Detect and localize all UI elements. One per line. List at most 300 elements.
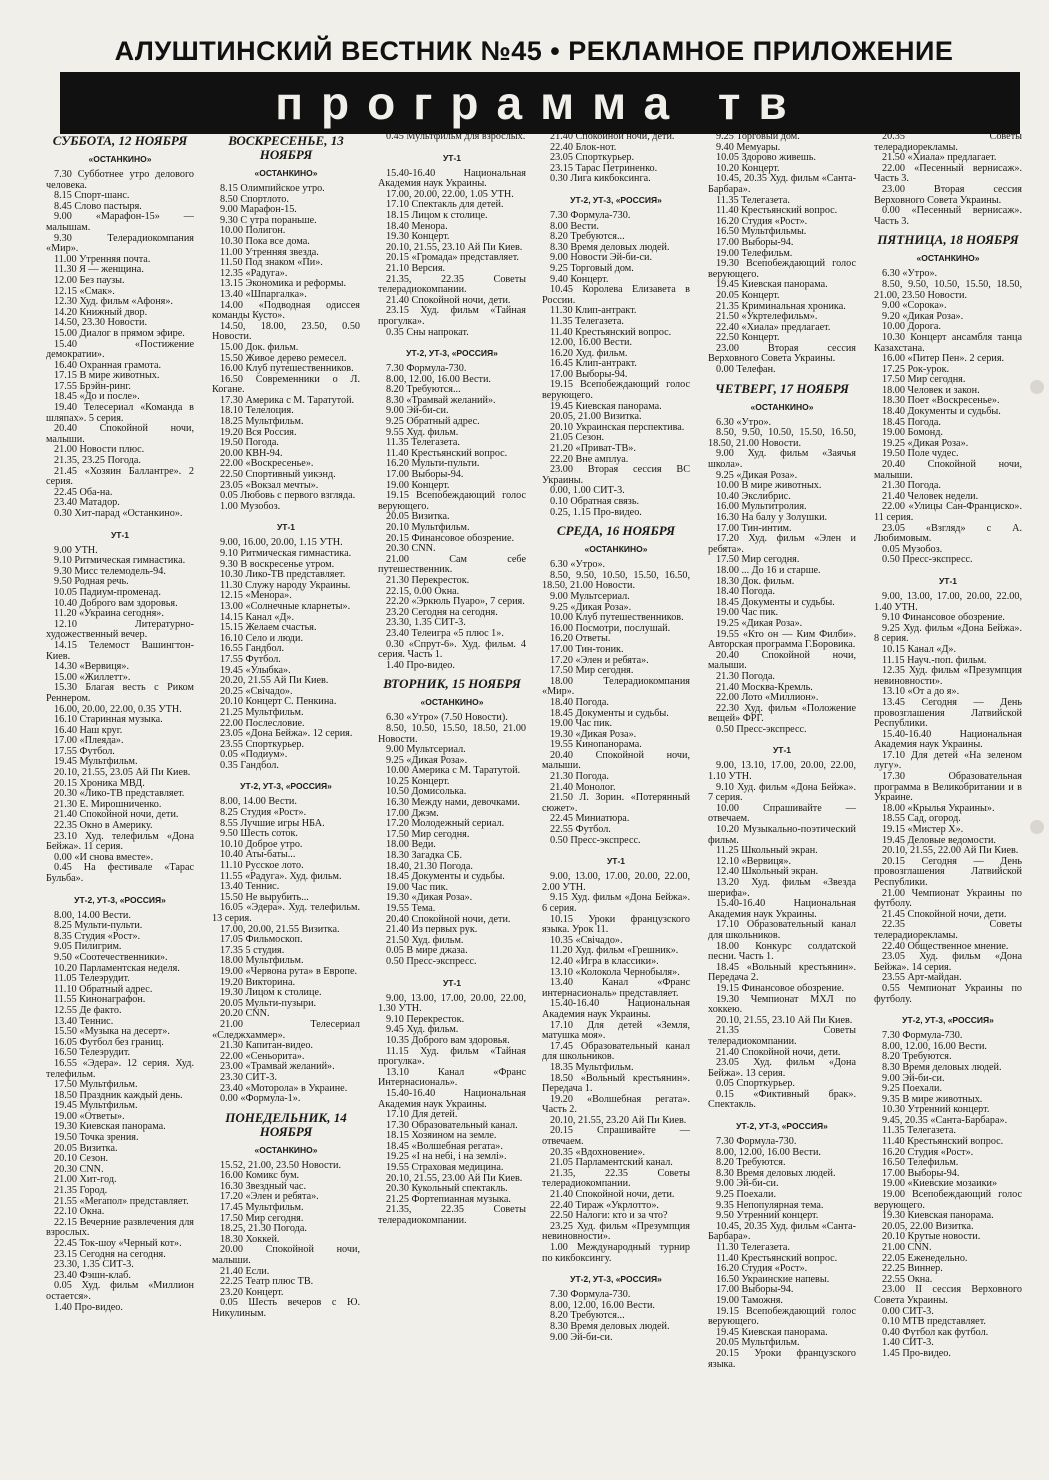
program-listing: 23.00 «Трамвай желаний».: [220, 1061, 335, 1073]
program-listing: 12.00, 16.00 Вести.: [550, 337, 633, 349]
block-spacer: [542, 1343, 690, 1347]
program-listing: 19.55 Страховая медицина.: [386, 1162, 504, 1174]
block-spacer: [542, 846, 690, 850]
program-listing: 23.25 Худ. фильм «Презумпция невиновности».: [542, 1220, 690, 1243]
program-listing: 8.25 Мульти-пульти.: [54, 920, 143, 932]
program-listing: 12.35 Худ. фильм «Презумпция невиновности».: [874, 665, 1022, 687]
program-listing: 22.55 Окна.: [882, 1273, 933, 1285]
program-listing: 18.40 Менора.: [386, 220, 448, 232]
program-listing: 22.00 Послесловие.: [220, 717, 305, 729]
program-listing: 15.40 «Постижение демократии».: [46, 338, 194, 361]
program-listing: 17.35 5 студия.: [220, 944, 285, 956]
program-listing: 22.00 «Сеньорита».: [220, 1050, 305, 1062]
program-listing: 7.30 Субботнее утро делового человека.: [46, 169, 194, 191]
program-listing: 23.55 Спорткурьер.: [220, 738, 305, 750]
program-listing: 19.00 Час пик.: [550, 718, 613, 730]
program-listing: 19.20 «Волшебная регата». Часть 2.: [542, 1093, 690, 1116]
program-listing: 18.45 Погода.: [882, 416, 941, 428]
block-spacer: [378, 1227, 526, 1231]
program-listing: 0.05 Спорткурьер.: [716, 1078, 795, 1090]
program-listing: 20.05 Визитка.: [386, 511, 450, 523]
program-listing: 19.45 Киевская панорама.: [550, 400, 662, 412]
program-listing: 8.15 Спорт-шанс.: [54, 190, 130, 202]
program-listing: 19.30 Киевская панорама.: [882, 1210, 994, 1222]
program-listing: 9.00 Эй-би-си.: [882, 1072, 945, 1084]
program-listing: 23.40 Телеигра «5 плюс 1».: [386, 627, 504, 639]
program-listing: 23.30, 1.35 СИТ-3.: [386, 617, 466, 629]
program-listing: 9.10 Перекресток.: [386, 1013, 465, 1025]
program-listing: 9.00 Новости Эй-би-си.: [550, 252, 653, 264]
program-listing: 9.00 Эй-би-си.: [550, 1331, 613, 1343]
program-listing: 11.40 Крестьянский вопрос.: [386, 447, 508, 459]
program-listing: 17.30 Образовательная программа в Великобритании и в Украине.: [874, 771, 1022, 804]
program-listing: 17.00, 20.00, 21.55 Визитка.: [220, 923, 340, 935]
program-listing: 9.00 «Сорока».: [882, 300, 947, 312]
program-listing: 18.30 Док. фильм.: [716, 575, 795, 587]
program-listing: 10.05 Падиум-променад.: [54, 586, 161, 598]
program-listing: 20.15 Уроки французского языка.: [708, 1347, 856, 1370]
program-listing: 17.50 Мир сегодня.: [386, 828, 470, 840]
program-listing: 9.55 Худ. фильм.: [386, 426, 459, 438]
program-listing: 10.15 Уроки французского языка. Урок 11.: [542, 913, 690, 936]
program-listing: 20.40 Спокойной ночи, малыши.: [46, 423, 194, 445]
program-listing: 9.00 Эй-би-си.: [716, 1178, 779, 1190]
program-listing: 9.00 Мультсериал.: [386, 744, 466, 756]
program-listing: 21.50 «Укртелефильм».: [716, 311, 818, 323]
program-listing: 22.00 «Воскресенье».: [220, 458, 314, 470]
program-listing: 22.10 Окна.: [54, 1206, 105, 1218]
program-listing: 8.50, 9.50, 10.50, 15.50, 18.50, 21.00, 23.50 Новости.: [874, 278, 1022, 301]
program-listing: 23.20 Концерт.: [220, 1286, 284, 1298]
program-listing: 9.10 Финансовое обозрение.: [882, 612, 1005, 624]
program-listing: 19.15 Всепобеждающий голос верующего.: [378, 490, 526, 512]
program-listing: 23.40 «Моторола» в Украине.: [220, 1082, 348, 1094]
program-listing: 0.50 Пресс-экспресс.: [716, 723, 807, 735]
program-listing: 17.10 Для детей «На зеленом лугу».: [874, 749, 1022, 772]
program-listing: 23.10 Худ. телефильм «Дона Бейжа». 11 серия.: [46, 830, 194, 853]
program-listing: 22.35 Советы телерадиорекламы.: [874, 919, 1022, 941]
channel-heading: УТ-2, УТ-3, «РОССИЯ»: [406, 348, 498, 359]
program-listing: 9.00, 13.10, 17.00, 20.00, 22.00, 1.10 УТН.: [708, 760, 856, 783]
program-listing: 10.30 Лико-ТВ представляет.: [220, 569, 346, 581]
program-listing: 23.15 Худ. фильм «Тайная прогулка».: [378, 305, 526, 327]
program-listing: 15.00 «Жиллетт».: [54, 671, 131, 683]
program-listing: 21.40 Спокойной ночи, дети.: [550, 1189, 675, 1201]
program-listing: 0.50 Пресс-экспресс.: [882, 554, 973, 566]
program-listing: 10.35 Доброго вам здоровья.: [386, 1034, 510, 1046]
program-listing: 20.10 Украинская перспектива.: [550, 421, 685, 433]
program-listing: 19.55 Тема.: [386, 903, 436, 914]
program-listing: 9.25 «Дикая Роза».: [550, 601, 632, 613]
program-listing: 23.30 СИТ-3.: [220, 1071, 277, 1083]
program-listing: 0.10 МТВ представляет.: [882, 1316, 986, 1328]
program-listing: 9.45 Худ. фильм.: [386, 1024, 459, 1036]
channel-heading: «ОСТАНКИНО»: [584, 544, 648, 555]
program-listing: 17.20 «Элен и ребята».: [220, 1191, 319, 1203]
program-listing: 19.25 «Дикая Роза».: [882, 437, 969, 449]
program-listing: 18.45 Документы и судьбы.: [716, 596, 835, 608]
program-listing: 9.00 «Марафон-15» — малышам.: [46, 211, 194, 233]
program-listing: 18.45 «Волшебная регата».: [386, 1140, 503, 1152]
program-listing: 17.00 Выборы-94.: [386, 469, 464, 481]
block-spacer: [212, 1105, 360, 1109]
program-listing: 9.25 Обратный адрес.: [386, 416, 480, 428]
program-listing: 9.20 «Дикая Роза».: [882, 310, 964, 322]
channel-heading: УТ-2, УТ-3, «РОССИЯ»: [240, 781, 332, 792]
program-listing: 17.50 Мультфильм.: [54, 1079, 138, 1091]
program-listing: 15.40-16.40 Национальная Академия наук Украины.: [378, 1087, 526, 1110]
program-listing: 8.00, 12.00, 16.00 Вести.: [716, 1146, 821, 1158]
program-listing: 8.50, 9.50, 10.50, 15.50, 16.50, 18.50, 21.00 Новости.: [542, 569, 690, 592]
program-listing: 11.40 Крестьянский вопрос.: [550, 326, 672, 338]
program-listing: 18.00 Конкурс солдатской песни. Часть 1.: [708, 940, 856, 963]
program-listing: 16.55 Гандбол.: [220, 643, 285, 655]
program-listing: 7.30 Формула-730.: [386, 363, 467, 375]
program-listing: 17.20 Молодежный сериал.: [386, 818, 505, 830]
channel-heading: УТ-1: [772, 745, 792, 756]
program-listing: 19.45 Киевская панорама.: [716, 279, 828, 291]
program-listing: 19.00 Таможня.: [716, 1294, 783, 1306]
program-listing: 11.00 Утренняя почта.: [54, 253, 151, 265]
channel-heading: УТ-1: [442, 977, 462, 988]
program-listing: 0.00 «Формула-1».: [220, 1093, 301, 1105]
program-listing: 22.40 Тираж «Укрлотто».: [550, 1199, 659, 1211]
schedule-column: [542, 132, 690, 1462]
program-listing: 19.00 «Червона рута» в Европе.: [220, 965, 358, 977]
program-listing: 11.10 Обратный адрес.: [54, 983, 153, 995]
program-listing: 7.30 Формула-730.: [716, 1136, 797, 1148]
program-listing: 12.35 «Радуга».: [220, 267, 288, 279]
program-listing: 0.30 Хит-парад «Останкино».: [54, 508, 183, 519]
program-listing: 20.35 «Вдохновение».: [550, 1146, 646, 1158]
program-listing: 22.35 Окно в Америку.: [54, 820, 153, 832]
program-listing: 17.55 Футбол.: [220, 653, 281, 665]
program-listing: 0.45 На фестивале «Тарас Бульба».: [46, 862, 194, 884]
program-listing: 1.00 Международный турнир по кикбоксингу.: [542, 1242, 690, 1264]
channel-heading: УТ-1: [276, 522, 296, 533]
program-listing: 9.30 Мисс телемодель-94.: [54, 565, 166, 577]
program-listing: 18.30 Загадка СБ.: [386, 850, 463, 862]
program-listing: 20.05 Мультфильм.: [716, 1337, 800, 1349]
program-listing: 10.15 Канал «Д».: [882, 643, 957, 655]
program-listing: 17.00 Выборы-94.: [550, 368, 628, 380]
program-listing: 16.00, 20.00, 22.00, 0.35 УТН.: [54, 703, 182, 715]
program-listing: 20.25 «Свічадо».: [220, 685, 293, 697]
program-listing: 12.55 Де факто.: [54, 1004, 122, 1016]
program-listing: 20.00 КВН-94.: [220, 447, 283, 459]
schedule-column: [708, 132, 856, 1462]
program-listing: 8.25 Студия «Рост».: [220, 807, 307, 819]
channel-heading: УТ-1: [606, 856, 626, 867]
program-listing: 9.10 Ритмическая гимнастика.: [220, 548, 352, 559]
program-listing: 17.00 Выборы-94.: [716, 236, 794, 248]
program-listing: 18.00 «Крылья Украины».: [882, 802, 995, 814]
program-listing: 12.30 Худ. фильм «Афоня».: [54, 296, 173, 308]
program-listing: 8.00, 12.00, 16.00 Вести.: [882, 1040, 987, 1052]
program-listing: 21.30 Перекресток.: [386, 574, 470, 586]
program-listing: 13.40 Теннис.: [220, 881, 280, 893]
program-listing: 21.30 Погода.: [716, 670, 775, 682]
program-listing: 22.00 Лото «Миллион».: [716, 692, 819, 704]
program-listing: 19.45 Мультфильм.: [54, 756, 138, 768]
channel-heading: УТ-2, УТ-3, «РОССИЯ»: [74, 894, 166, 905]
program-listing: 19.30 «Дикая Роза».: [386, 892, 473, 904]
program-listing: 18.50 «Вольный крестьянин». Передача 1.: [542, 1072, 690, 1095]
program-listing: 11.35 Телегазета.: [716, 194, 790, 206]
schedule-column: [378, 132, 526, 1462]
program-listing: 8.30 «Трамвай желаний».: [386, 394, 496, 406]
program-listing: 22.05 Еженедельно.: [882, 1252, 968, 1264]
program-listing: 0.30 «Спрут-6». Худ. фильм. 4 серия. Часть 1.: [378, 638, 526, 661]
program-listing: 17.10 Образовательный канал для школьников.: [708, 919, 856, 941]
program-listing: 18.15 Лицом к столице.: [386, 209, 488, 221]
program-listing: 21.45 Спокойной ночи, дети.: [882, 908, 1007, 920]
program-listing: 10.00 Америка с М. Таратутой.: [386, 765, 521, 777]
program-listing: 21.10 Версия.: [386, 262, 446, 274]
program-listing: 9.10 Ритмическая гимнастика.: [54, 555, 186, 567]
program-listing: 0.05 Любовь с первого взгляда.: [220, 490, 356, 502]
program-listing: 8.00 Вести.: [550, 220, 599, 232]
program-listing: 9.50 Шесть соток.: [220, 828, 298, 840]
program-listing: 17.00 «Плеяда».: [54, 735, 124, 747]
program-listing: 0.25, 1.15 Про-видео.: [550, 506, 642, 518]
program-listing: 8.00, 12.00, 16.00 Вести.: [386, 373, 491, 385]
block-spacer: [874, 566, 1022, 570]
program-listing: 21.00 Телесериал «Следжхаммер».: [212, 1018, 360, 1041]
program-listing: 11.30 Клип-антракт.: [550, 305, 637, 317]
program-listing: 23.40 Матадор.: [54, 497, 120, 509]
program-listing: 16.20 Студия «Рост».: [716, 1263, 808, 1275]
program-listing: 21.00 Хит-год.: [54, 1174, 117, 1186]
program-listing: 20.40 Спокойной ночи, малыши.: [874, 459, 1022, 481]
program-listing: 9.40 Концерт.: [550, 273, 609, 285]
program-listing: 13.20 Худ. фильм «Звезда шерифа».: [708, 877, 856, 899]
channel-heading: УТ-2, УТ-3, «РОССИЯ»: [570, 1274, 662, 1285]
program-listing: 17.05 Фильмоскоп.: [220, 934, 303, 946]
program-listing: 12.10 «Вервиця».: [716, 855, 792, 867]
channel-heading: УТ-1: [442, 152, 462, 163]
program-listing: 19.30 Всепобеждающий голос верующего.: [708, 258, 856, 280]
program-listing: 8.35 Студия «Рост».: [54, 930, 141, 942]
program-listing: 10.30 Пока все дома.: [220, 235, 310, 247]
program-listing: 20.40 Спокойной ночи, малыши.: [542, 749, 690, 772]
program-listing: 16.40 Охранная грамота.: [54, 359, 162, 371]
program-listing: 0.15 «Фиктивный брак». Спектакль.: [708, 1088, 856, 1111]
program-listing: 20.05 Визитка.: [54, 1142, 118, 1154]
program-listing: 0.05 «Подиум».: [220, 749, 288, 761]
program-listing: 10.50 Домисолька.: [386, 786, 467, 798]
program-listing: 8.30 Время деловых людей.: [550, 241, 670, 253]
program-listing: 20.40 Спокойной ночи, дети.: [386, 913, 511, 925]
program-listing: 12.15 «Менора».: [220, 590, 292, 602]
block-spacer: [708, 376, 856, 380]
program-listing: 21.50 Худ. фильм.: [386, 934, 464, 946]
program-listing: 18.25 Мультфильм.: [220, 416, 304, 428]
program-listing: 10.25 Концерт.: [386, 775, 450, 787]
program-listing: 17.55 Брэйн-ринг.: [54, 380, 131, 392]
program-listing: 15.40-16.40 Национальная Академия наук Украины.: [874, 728, 1022, 751]
program-listing: 11.30 Я — женщина.: [54, 264, 144, 276]
program-listing: 9.25 Торговый дом.: [550, 262, 634, 274]
program-listing: 9.25 «Дикая Роза».: [716, 469, 798, 481]
program-listing: 9.00 Марафон-15.: [220, 204, 297, 216]
block-spacer: [378, 968, 526, 972]
block-spacer: [542, 518, 690, 522]
program-listing: 12.10 Литературно-художественный вечер.: [46, 618, 194, 641]
program-listing: 17.00 Тин-интим.: [716, 522, 792, 534]
program-listing: 10.10 Доброе утро.: [220, 838, 303, 850]
program-listing: 15.40-16.40 Национальная Академия наук Украины.: [708, 898, 856, 920]
program-listing: 20.15 Финансовое обозрение.: [386, 532, 515, 544]
program-listing: 15.50 Живое дерево ремесел.: [220, 352, 347, 364]
program-listing: 20.10 Мультфильм.: [386, 522, 470, 533]
program-listing: 22.45 Миниатюра.: [550, 813, 630, 825]
program-listing: 21.30 Е. Мирошниченко.: [54, 798, 162, 810]
program-listing: 9.00, 13.00, 17.00, 20.00, 22.00, 1.40 УТН.: [874, 590, 1022, 613]
program-listing: 21.25 Мультфильм.: [220, 706, 304, 718]
program-listing: 11.40 Крестьянский вопрос.: [716, 205, 838, 217]
program-listing: 19.45 Деловые ведомости.: [882, 834, 996, 846]
program-listing: 8.30 Время деловых людей.: [882, 1061, 1002, 1073]
program-listing: 9.25 Худ. фильм «Дона Бейжа». 8 серия.: [874, 622, 1022, 645]
block-spacer: [542, 185, 690, 189]
program-listing: 21.30 Погода.: [882, 480, 941, 492]
program-listing: 23.40 Фэшн-клаб.: [54, 1269, 131, 1281]
program-listing: 16.00 Клуб путешественников.: [220, 363, 354, 375]
program-listing: 20.30 CNN.: [386, 543, 436, 555]
program-listing: 10.30 Утренний концерт.: [882, 1104, 990, 1116]
program-listing: 22.50 Налоги: кто и за что?: [550, 1210, 668, 1222]
program-listing: 13.15 Экономика и реформы.: [220, 278, 347, 290]
program-listing: 0.00, 1.00 СИТ-3.: [550, 485, 625, 497]
program-listing: 9.00 Мультсериал.: [550, 590, 630, 602]
program-listing: 15.30 Благая весть с Риком Реннером.: [46, 682, 194, 704]
program-listing: 11.55 Кинонаграфон.: [54, 994, 146, 1006]
program-listing: 17.50 Мир сегодня.: [716, 554, 800, 566]
program-listing: 21.20 «Приват-ТВ».: [550, 443, 636, 455]
program-listing: 22.15 Вечерние развлечения для взрослых.: [46, 1216, 194, 1239]
program-listing: 20.10 Крутые новости.: [882, 1231, 981, 1243]
program-listing: 21.00 Чемпионат Украины по футболу.: [874, 887, 1022, 910]
program-listing: 9.25 Поехали.: [882, 1083, 942, 1095]
program-listing: 19.00 «Киевские мозаики»: [882, 1178, 998, 1190]
program-listing: 11.40 Крестьянский вопрос.: [882, 1136, 1004, 1148]
program-listing: 17.30 Америка с М. Таратутой.: [220, 394, 355, 406]
program-listing: 21.00 Новости плюс.: [54, 444, 145, 456]
program-listing: 8.20 Требуются.: [716, 1157, 786, 1169]
program-listing: 17.00 Джэм.: [386, 807, 439, 819]
program-listing: 20.35 Советы телерадиорекламы.: [874, 132, 1022, 153]
program-listing: 19.00 Час пик.: [386, 881, 449, 893]
program-listing: 10.40 Доброго вам здоровья.: [54, 597, 178, 609]
program-listing: 0.45 Мультфильм для взрослых.: [386, 132, 526, 142]
program-listing: 19.30 Лицом к столице.: [220, 987, 322, 999]
program-listing: 16.05 «Эдера». Худ. телефильм. 13 серия.: [212, 902, 360, 924]
program-listing: 20.30 CNN.: [54, 1163, 104, 1175]
program-listing: 11.20 Худ. фильм «Грешник».: [550, 945, 679, 957]
block-spacer: [378, 338, 526, 342]
program-listing: 9.05 Пилигрим.: [54, 941, 122, 953]
program-listing: 19.50 Точка зрения.: [54, 1132, 139, 1144]
program-listing: 22.50 Концерт.: [716, 332, 780, 344]
program-listing: 16.00 Посмотри, послушай.: [550, 622, 671, 634]
program-listing: 14.15 Телемост Вашингтон-Киев.: [46, 639, 194, 662]
program-listing: 8.30 Время деловых людей.: [716, 1167, 836, 1179]
program-listing: 9.45, 20.35 «Санта-Барбара».: [882, 1114, 1008, 1126]
program-listing: 19.45 Мультфильм.: [54, 1100, 138, 1112]
program-listing: 18.00 ... До 16 и старше.: [716, 564, 821, 576]
program-listing: 22.50 Спортивный уикэнд.: [220, 469, 336, 481]
program-listing: 21.40 Если.: [220, 1265, 270, 1277]
schedule-column: [212, 132, 360, 1462]
program-listing: 1.40 Про-видео.: [386, 659, 455, 671]
section-title: программа тв: [60, 72, 1020, 134]
program-listing: 23.05 «Вокзал мечты».: [220, 479, 319, 491]
program-listing: 0.00 «И снова вместе».: [54, 851, 154, 863]
program-listing: 23.05 «Дона Бейжа». 12 серия.: [220, 728, 353, 740]
program-listing: 16.50 Украинские напевы.: [716, 1273, 830, 1285]
channel-heading: УТ-2, УТ-3, «РОССИЯ»: [736, 1121, 828, 1132]
program-listing: 0.35 Гандбол.: [220, 759, 279, 771]
program-listing: 21.40 Спокойной ночи, дети.: [550, 132, 675, 142]
program-listing: 9.30 С утра пораньше.: [220, 214, 317, 226]
program-listing: 19.50 Поле чудес.: [882, 448, 959, 460]
program-listing: 18.15 Хозяином на земле.: [386, 1130, 497, 1142]
program-listing: 19.00 Час пик.: [716, 607, 779, 619]
program-listing: 1.45 Про-видео.: [882, 1347, 951, 1359]
program-listing: 17.15 В мире животных.: [54, 370, 160, 382]
program-listing: 22.15, 0.00 Окна.: [386, 585, 460, 597]
channel-heading: «ОСТАНКИНО»: [254, 168, 318, 178]
program-listing: 23.00 II сессия Верховного Совета Украины.: [874, 1284, 1022, 1306]
block-spacer: [708, 1370, 856, 1374]
program-listing: 21.00 CNN.: [882, 1242, 932, 1253]
program-listing: 19.20 Вся Россия.: [220, 426, 297, 438]
program-listing: 8.00, 14.00 Вести.: [220, 796, 297, 808]
program-listing: 10.20 Концерт.: [716, 162, 780, 174]
block-spacer: [212, 1320, 360, 1324]
program-listing: 18.00 Человек и закон.: [882, 384, 980, 396]
program-listing: 20.30 «Лико-ТВ представляет.: [54, 788, 185, 800]
program-listing: 9.10 Худ. фильм «Дона Бейжа». 7 серия.: [708, 781, 856, 804]
channel-heading: УТ-1: [938, 575, 958, 586]
program-listing: 13.45 Сегодня — День провозглашения Латвийской Республики.: [874, 696, 1022, 730]
program-listing: 11.35 Телегазета.: [882, 1125, 956, 1137]
program-listing: 9.00 Эй-би-си.: [386, 405, 449, 417]
channel-heading: УТ-2, УТ-3, «РОССИЯ»: [570, 194, 662, 205]
program-listing: 22.40 Общественное мнение.: [882, 940, 1009, 952]
program-listing: 20.05, 22.00 Визитка.: [882, 1220, 974, 1232]
program-listing: 9.25 Поехали.: [716, 1189, 776, 1201]
masthead: АЛУШТИНСКИЙ ВЕСТНИК №45 • РЕКЛАМНОЕ ПРИЛОЖЕНИЕ: [114, 36, 954, 66]
program-listing: 8.20 Требуются...: [550, 1310, 625, 1322]
program-listing: 16.50 Телеэрудит.: [54, 1047, 131, 1059]
program-listing: 19.30 Киевская панорама.: [54, 1121, 166, 1133]
program-listing: 11.50 Под знаком «Пи».: [220, 257, 323, 269]
program-listing: 21.50 Л. Зорин. «Потерянный сюжет».: [542, 792, 690, 814]
program-listing: 9.30 Телерадиокомпания «Мир».: [46, 232, 194, 255]
program-listing: 17.50 Мир сегодня.: [220, 1212, 304, 1224]
program-listing: 0.05 Шесть вечеров с Ю. Никулиным.: [212, 1297, 360, 1319]
program-listing: 16.20 Ответы.: [550, 633, 611, 645]
program-listing: 16.05 Футбол без границ.: [54, 1036, 164, 1048]
program-listing: 13.40 Канал «Франс интернасиональ» представляет.: [542, 977, 690, 999]
program-listing: 0.05 Худ. фильм «Миллион остается».: [46, 1280, 194, 1302]
program-listing: 19.45 Киевская панорама.: [716, 1326, 828, 1338]
program-listing: 22.00 «Песенный вернисаж». Часть 3.: [874, 162, 1022, 185]
program-listing: 9.50 Утренний концерт.: [716, 1210, 819, 1222]
program-listing: 0.30 Лига кикбоксинга.: [550, 173, 651, 185]
